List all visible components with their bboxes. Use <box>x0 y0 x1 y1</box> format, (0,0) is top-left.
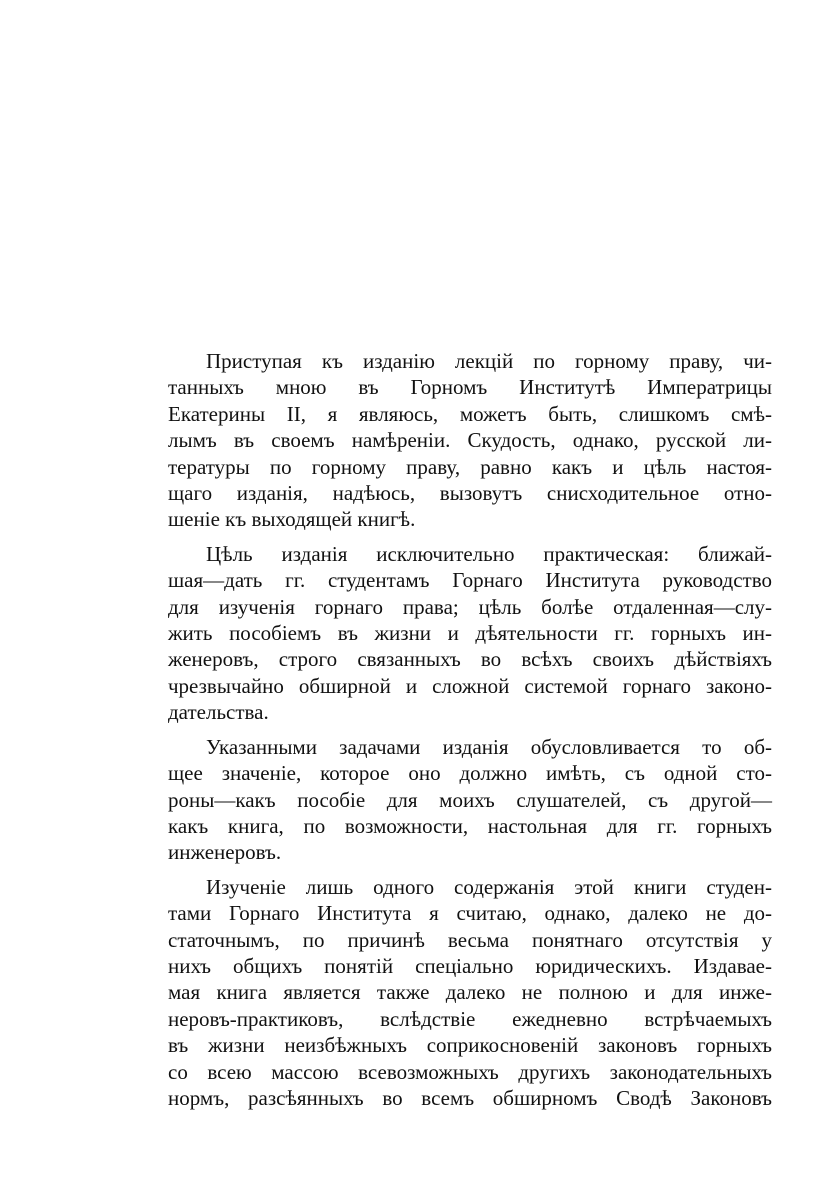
paragraph-1 <box>130 348 772 533</box>
text-line: со всею массою всевозможныхъ другихъ законодательныхъ <box>168 1059 772 1084</box>
text-line: жить пособіемъ въ жизни и дѣятельности гг. горныхъ ин- <box>168 621 772 646</box>
text-line: мая книга является также далеко не полною и для инже- <box>168 980 772 1005</box>
text-line: шеніе къ выходящей книгѣ. <box>168 507 416 532</box>
text-line: какъ книга, по возможности, настольная для гг. горныхъ <box>168 813 772 838</box>
text-line: Цѣль изданія исключительно практическая: ближай- <box>206 541 772 566</box>
text-line: нихъ общихъ понятій спеціально юридическихъ. Издавае- <box>168 953 772 978</box>
text-line: неровъ-практиковъ, вслѣдствіе ежедневно встрѣчаемыхъ <box>168 1006 772 1031</box>
preface-text <box>130 348 772 1119</box>
text-line: для изученія горнаго права; цѣль болѣе отдаленная—слу- <box>168 594 772 619</box>
text-line: щее значеніе, которое оно должно имѣть, съ одной сто- <box>168 761 772 786</box>
text-line: въ жизни неизбѣжныхъ соприкосновеній законовъ горныхъ <box>168 1033 772 1058</box>
text-line: тературы по горному праву, равно какъ и цѣль настоя- <box>168 454 772 479</box>
paragraph-3 <box>130 734 772 866</box>
text-line: шая—дать гг. студентамъ Горнаго Института руководство <box>168 568 772 593</box>
text-line: чрезвычайно обширной и сложной системой горнаго законо- <box>168 673 772 698</box>
text-line: щаго изданія, надѣюсь, вызовутъ снисходительное отно- <box>168 481 772 506</box>
text-line: Указанными задачами изданія обусловливается то об- <box>206 734 772 759</box>
text-line: лымъ въ своемъ намѣреніи. Скудость, однако, русской ли- <box>168 428 772 453</box>
text-line: женеровъ, строго связанныхъ во всѣхъ своихъ дѣйствіяхъ <box>168 647 772 672</box>
text-line: танныхъ мною въ Горномъ Институтѣ Императрицы <box>168 375 772 400</box>
paragraph-4 <box>130 874 772 1112</box>
paragraph-2 <box>130 541 772 726</box>
text-line: Екатерины II, я являюсь, можетъ быть, слишкомъ смѣ- <box>168 401 772 426</box>
text-line: дательства. <box>168 700 269 725</box>
text-line: роны—какъ пособіе для моихъ слушателей, съ другой— <box>168 787 772 812</box>
text-line: тами Горнаго Института я считаю, однако, далеко не до- <box>168 901 772 926</box>
text-line: Приступая къ изданію лекцій по горному праву, чи- <box>206 349 772 373</box>
text-line: нормъ, разсѣянныхъ во всемъ обширномъ Сводѣ Законовъ <box>168 1085 772 1110</box>
text-line: инженеровъ. <box>168 840 282 865</box>
text-line: Изученіе лишь одного содержанія этой книги студен- <box>206 874 772 899</box>
text-line: статочнымъ, по причинѣ весьма понятнаго отсутствія у <box>168 927 772 952</box>
